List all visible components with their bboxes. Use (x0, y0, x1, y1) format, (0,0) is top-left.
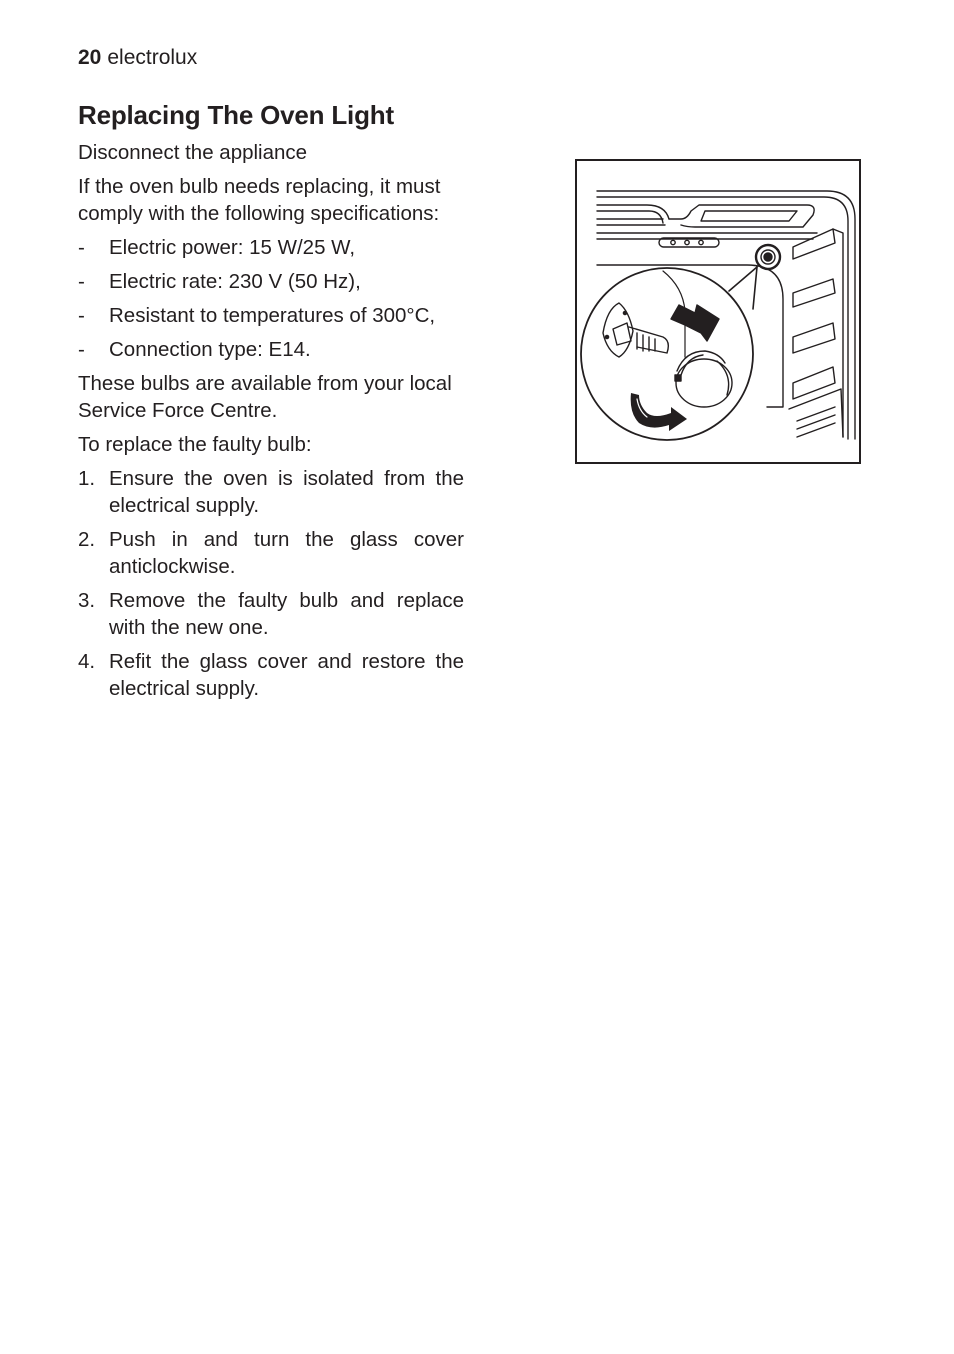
spec-item (78, 234, 464, 261)
spec-dash: - (78, 270, 85, 293)
step-number: 4. (78, 650, 96, 673)
shelf-runners-icon (789, 229, 843, 437)
brand-name: electrolux (107, 46, 198, 69)
oven-light-illustration (575, 159, 861, 464)
spec-item (78, 302, 464, 329)
steps-intro: To replace the faulty bulb: (78, 433, 312, 456)
step-number: 1. (78, 467, 96, 490)
step-item (78, 587, 464, 641)
step-text: Refit the glass cover and restore the electrical supply. (109, 650, 464, 700)
step-item (78, 465, 464, 519)
spec-text: Electric power: 15 W/25 W, (109, 236, 356, 259)
spec-text: Electric rate: 230 V (50 Hz), (109, 270, 361, 293)
availability-note: These bulbs are available from your local Service Force Centre. (78, 372, 452, 422)
page-header (78, 44, 197, 72)
section-title: Replacing The Oven Light (78, 100, 394, 130)
step-item (78, 526, 464, 580)
spec-text: Resistant to temperatures of 300°C, (109, 304, 436, 327)
instructions-column (78, 139, 464, 709)
step-number: 2. (78, 528, 96, 551)
step-number: 3. (78, 589, 96, 612)
step-text: Remove the faulty bulb and replace with the new one. (109, 589, 464, 639)
intro-disconnect: Disconnect the appliance (78, 141, 308, 164)
spec-dash: - (78, 236, 85, 259)
spec-text: Connection type: E14. (109, 338, 311, 361)
spec-item (78, 336, 464, 363)
page-number: 20 (78, 46, 102, 69)
oven-light-fixture-icon (756, 245, 780, 269)
step-item (78, 648, 464, 702)
spec-item (78, 268, 464, 295)
intro-specifications: If the oven bulb needs replacing, it must comply with the following specifications: (78, 175, 441, 225)
spec-dash: - (78, 338, 85, 361)
heating-element-icon (597, 205, 817, 247)
step-text: Ensure the oven is isolated from the electrical supply. (109, 467, 464, 517)
spec-dash: - (78, 304, 85, 327)
step-text: Push in and turn the glass cover anticlockwise. (109, 528, 464, 578)
